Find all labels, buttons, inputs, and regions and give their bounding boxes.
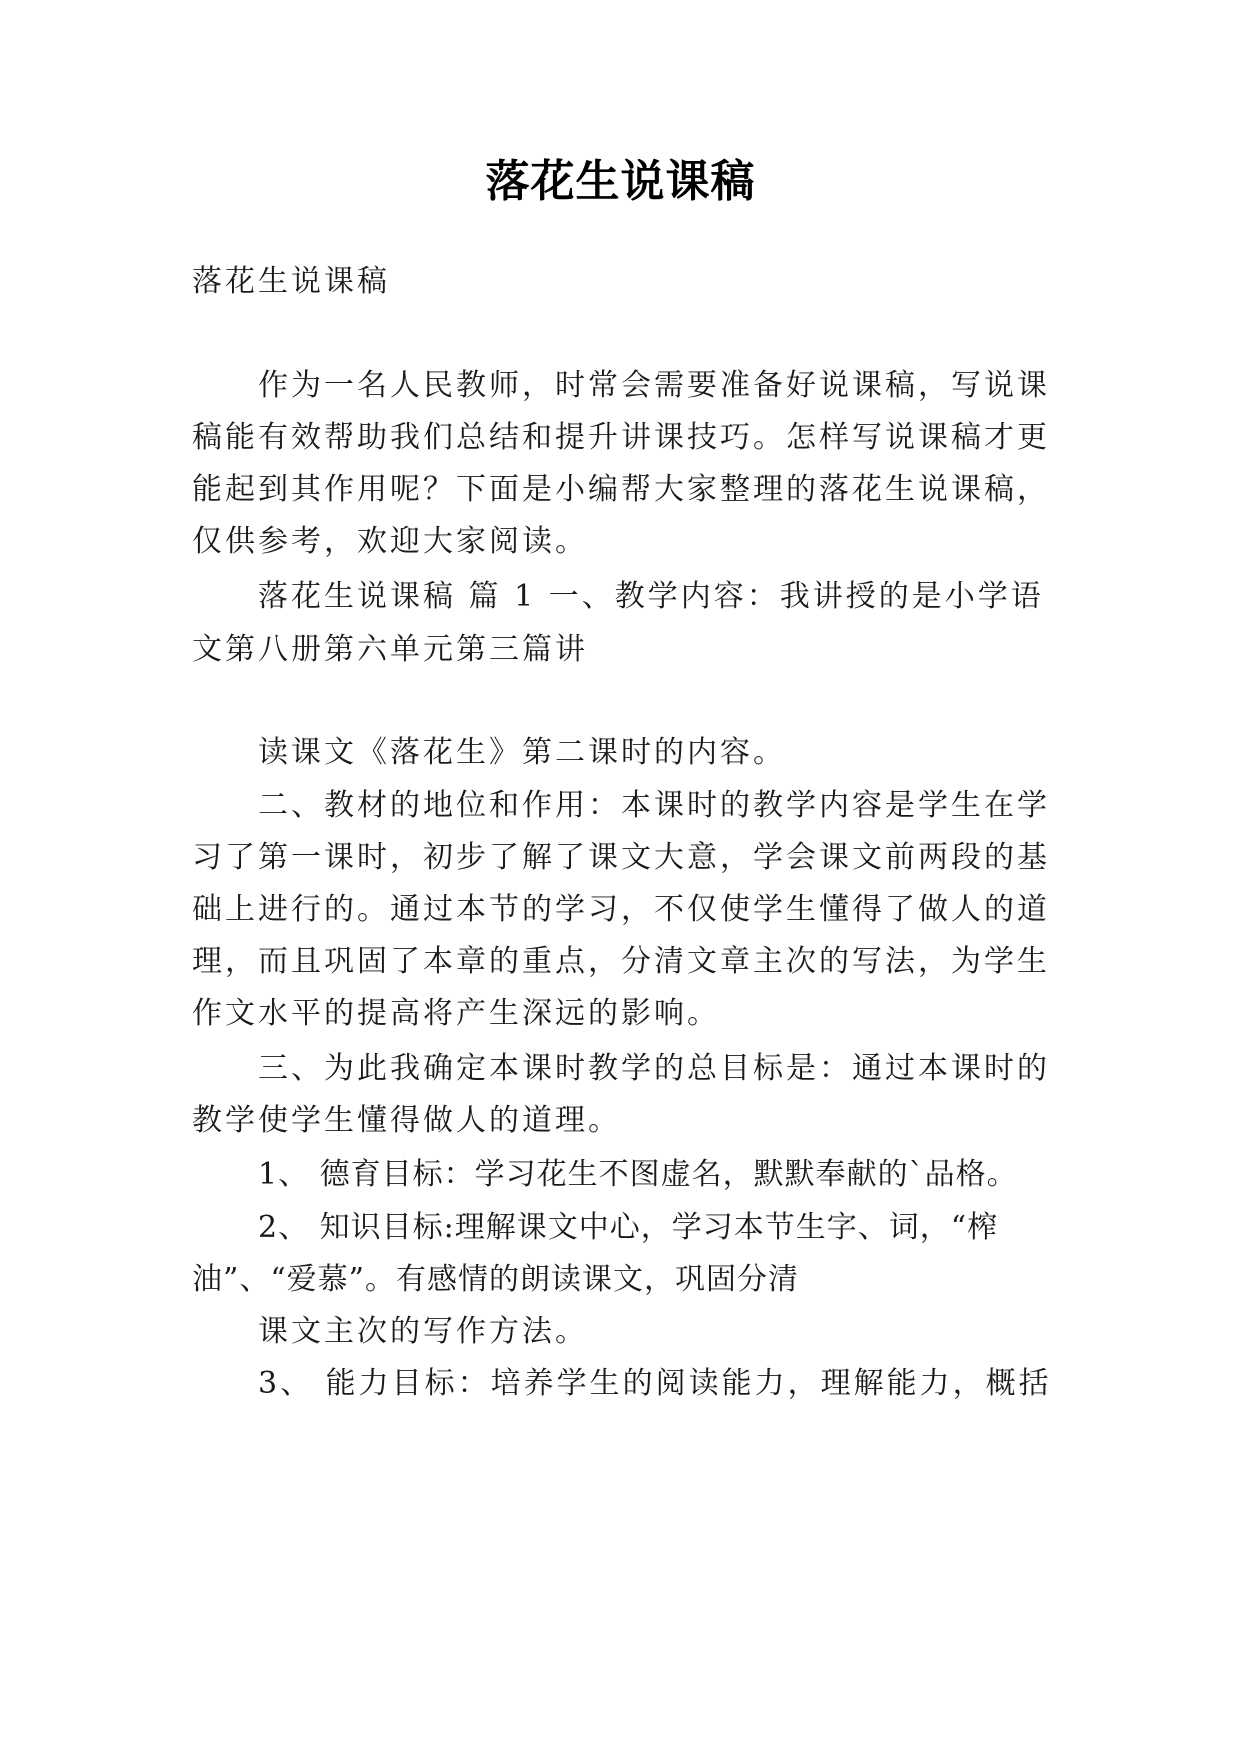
text-line: 1、 德育目标：学习花生不图虚名，默默奉献的`品格。 <box>258 1157 1018 1192</box>
text-line: 作文水平的提高将产生深远的影响。 <box>192 996 720 1031</box>
subtitle-line: 落花生说课稿 <box>192 264 390 299</box>
text-line: 课文主次的写作方法。 <box>258 1314 588 1349</box>
text-line: 二、教材的地位和作用：本课时的教学内容是学生在学 <box>258 788 1050 823</box>
text-line: 础上进行的。通过本节的学习，不仅使学生懂得了做人的道 <box>192 892 1050 927</box>
document-title: 落花生说课稿 <box>485 156 756 207</box>
text-line: 油”、“爱慕”。有感情的朗读课文，巩固分清 <box>192 1262 800 1297</box>
text-line: 文第八册第六单元第三篇讲 <box>192 632 588 667</box>
text-line: 3、 能力目标：培养学生的阅读能力，理解能力，概括 <box>258 1366 1052 1401</box>
text-line: 仅供参考，欢迎大家阅读。 <box>192 524 588 559</box>
text-line: 稿能有效帮助我们总结和提升讲课技巧。怎样写说课稿才更 <box>192 420 1050 455</box>
text-line: 作为一名人民教师，时常会需要准备好说课稿，写说课 <box>258 368 1050 403</box>
text-line: 理，而且巩固了本章的重点，分清文章主次的写法，为学生 <box>192 944 1050 979</box>
text-line: 教学使学生懂得做人的道理。 <box>192 1103 621 1138</box>
text-line: 2、 知识目标:理解课文中心，学习本节生字、词，“榨 <box>258 1210 999 1245</box>
text-line: 习了第一课时，初步了解了课文大意，学会课文前两段的基 <box>192 840 1050 875</box>
text-line: 落花生说课稿 篇 1 一、教学内容：我讲授的是小学语 <box>258 579 1044 614</box>
text-line: 三、为此我确定本课时教学的总目标是：通过本课时的 <box>258 1051 1050 1086</box>
text-line: 读课文《落花生》第二课时的内容。 <box>258 735 786 770</box>
text-line: 能起到其作用呢？下面是小编帮大家整理的落花生说课稿， <box>192 472 1050 507</box>
